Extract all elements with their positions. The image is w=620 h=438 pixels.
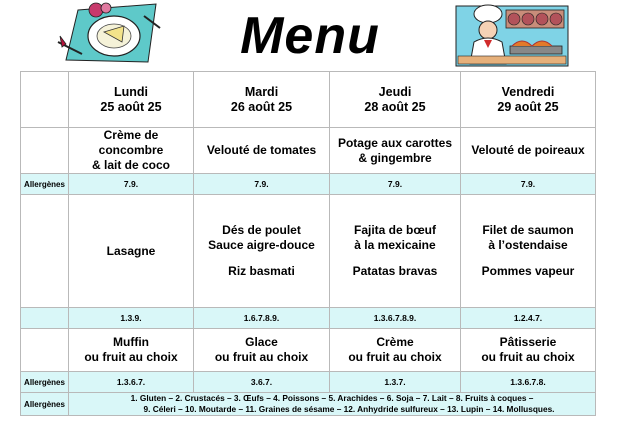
table-setting-icon (52, 2, 162, 68)
allergen-legend (69, 393, 596, 416)
dessert-cell: Muffin ou fruit au choix (69, 329, 194, 372)
day-header: Lundi 25 août 25 (69, 72, 194, 128)
empty-label-cell (21, 308, 69, 329)
allergen-codes: 1.3.6.7.8. (461, 372, 596, 393)
allergen-codes: 1.2.4.7. (461, 308, 596, 329)
menu-table (20, 71, 596, 416)
main-allergens-row (21, 308, 596, 329)
legend-line: 1. Gluten – 2. Crustacés – 3. Œufs – 4. Poissons – 5. Arachides – 6. Soja – 7. Lait – 8. Fruits à coques – (130, 393, 534, 403)
soup-row (21, 128, 596, 174)
allergens-label: Allergènes (21, 174, 69, 195)
soup-cell: Crème de concombre & lait de coco (69, 128, 194, 174)
allergens-label: Allergènes (21, 372, 69, 393)
allergen-codes: 1.3.9. (69, 308, 194, 329)
soup-cell: Velouté de poireaux (461, 128, 596, 174)
allergen-codes: 7.9. (330, 174, 461, 195)
day-header: Vendredi 29 août 25 (461, 72, 596, 128)
main-course-cell: Filet de saumon à l’ostendaise Pommes vapeur (461, 195, 596, 308)
legend-line: 9. Céleri – 10. Moutarde – 11. Graines de sésame – 12. Anhydride sulfureux – 13. Lupin – 14. Mollusques. (143, 404, 555, 414)
allergen-codes: 7.9. (461, 174, 596, 195)
soup-allergens-row (21, 174, 596, 195)
empty-label-cell (21, 128, 69, 174)
main-course-row (21, 195, 596, 308)
main-course-cell: Dés de poulet Sauce aigre-douce Riz basmati (194, 195, 330, 308)
empty-header-cell (21, 72, 69, 128)
allergen-codes: 1.3.6.7. (69, 372, 194, 393)
empty-label-cell (21, 329, 69, 372)
dessert-cell: Pâtisserie ou fruit au choix (461, 329, 596, 372)
main-course-cell: Lasagne (69, 195, 194, 308)
allergen-codes: 1.3.6.7.8.9. (330, 308, 461, 329)
dessert-allergens-row (21, 372, 596, 393)
main-course-cell: Fajita de bœuf à la mexicaine Patatas bravas (330, 195, 461, 308)
empty-label-cell (21, 195, 69, 308)
allergen-codes: 7.9. (194, 174, 330, 195)
allergens-label: Allergènes (21, 393, 69, 416)
chef-cooking-icon (452, 2, 572, 68)
allergen-codes: 1.3.7. (330, 372, 461, 393)
dessert-cell: Glace ou fruit au choix (194, 329, 330, 372)
day-header: Mardi 26 août 25 (194, 72, 330, 128)
page-title: Menu (240, 7, 380, 65)
dessert-cell: Crème ou fruit au choix (330, 329, 461, 372)
soup-cell: Potage aux carottes & gingembre (330, 128, 461, 174)
day-header-row (21, 72, 596, 128)
dessert-row (21, 329, 596, 372)
allergen-codes: 3.6.7. (194, 372, 330, 393)
allergen-codes: 7.9. (69, 174, 194, 195)
allergen-codes: 1.6.7.8.9. (194, 308, 330, 329)
allergen-legend-row (21, 393, 596, 416)
soup-cell: Velouté de tomates (194, 128, 330, 174)
day-header: Jeudi 28 août 25 (330, 72, 461, 128)
